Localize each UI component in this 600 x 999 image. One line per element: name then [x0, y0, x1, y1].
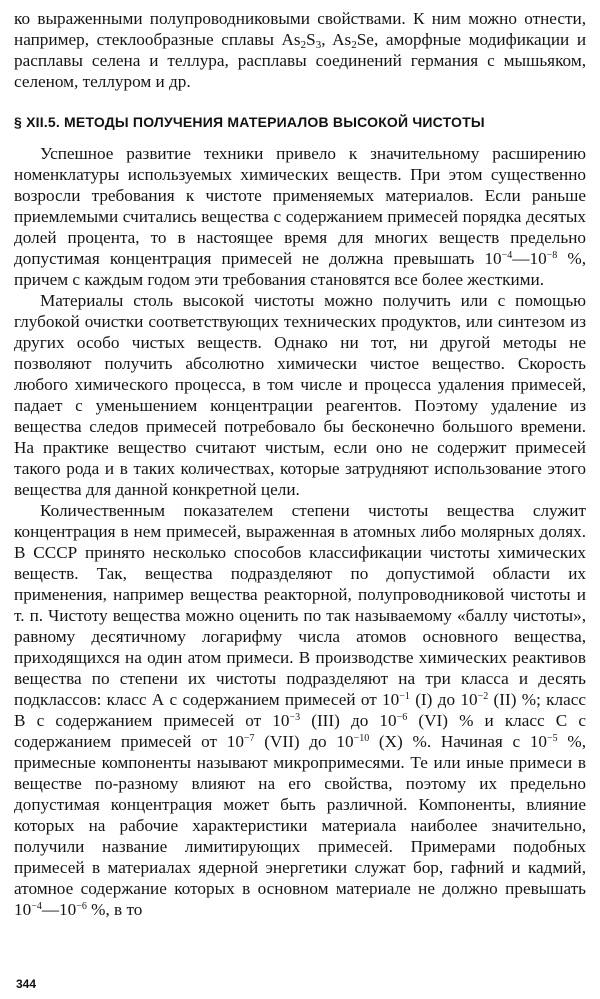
paragraph-2: Материалы столь высокой чистоты можно получить или с помощью глубокой очистки соответствующих технических продуктов, или синтезом из других особо чистых веществ. Однако ни тот, ни другой методы не позволяют получить абсолютно химически чистое вещество. Скорость любого химического процесса, в том числе и процесса удаления примесей, падает с уменьшением концентрации реагентов. Поэтому удаление из вещества следов примесей потребовало бы бесконечно большого времени. На практике вещество считают чистым, если оно не содержит примесей такого рода и в таких количествах, которые затрудняют использование этого вещества для данной конкретной цели. — [14, 291, 586, 499]
page-body — [14, 8, 586, 920]
page-number: 344 — [16, 977, 37, 991]
section-heading: § XII.5. МЕТОДЫ ПОЛУЧЕНИЯ МАТЕРИАЛОВ ВЫСОКОЙ ЧИСТОТЫ — [14, 114, 485, 130]
paragraph-3: Количественным показателем степени чистоты вещества служит концентрация в нем примесей, выраженная в атомных либо молярных долях. В СССР принято несколько способов классификации чистоты химических веществ. Так, вещества подразделяют по допустимой области их применения, например вещества реакторной, полупроводниковой чистоты и т. п. Чистоту вещества можно оценить по так называемому «баллу чистоты», равному десятичному логарифму числа атомов основного вещества, приходящихся на один атом примеси. В производстве химических реактивов вещества по степени их чистоты подразделяют на три класса и десять подклассов: класс А с содержанием примесей от $10^{-1}$ (I) до $10^{-2}$ (II) %; класс В с содержанием примесей от $10^{-3}$ (III) до $10^{-6}$ (VI) % и класс С с содержанием примесей от $10^{-7}$ (VII) до $10^{-10}$ (X) %. Начиная с $10^{-5}$ %, примесные компоненты называют микропримесями. Те или иные примеси в веществе по-разному влияют на его свойства, поэтому их предельно допустимая концентрация может быть различной. Компоненты, влияние которых на рабочие характеристики материала наиболее значительно, получили название лимитирующих примесей. Примерами подобных примесей в материалах ядерной энергетики служат бор, гафний и кадмий, атомное содержание которых в основном материале не должно превышать $10^{-4}—10^{-6}$ %, в то — [14, 501, 586, 919]
intro-paragraph: ко выраженными полупроводниковыми свойствами. К ним можно отнести, например, стеклообразные сплавы $As_2S_3$, $As_2Se$, аморфные модификации и расплавы селена и теллура, расплавы соединений германия с мышьяком, селеном, теллуром и др. — [14, 9, 587, 91]
paragraph-1: Успешное развитие техники привело к значительному расширению номенклатуры используемых химических веществ. При этом существенно возросли требования к чистоте применяемых материалов. Если раньше приемлемыми считались вещества с содержанием примесей порядка десятых долей процента, то в настоящее время для многих веществ предельно допустимая концентрация примесей не должна превышать $10^{-4}—10^{-8}$ %, причем с каждым годом эти требования становятся все более жесткими. — [14, 144, 586, 289]
